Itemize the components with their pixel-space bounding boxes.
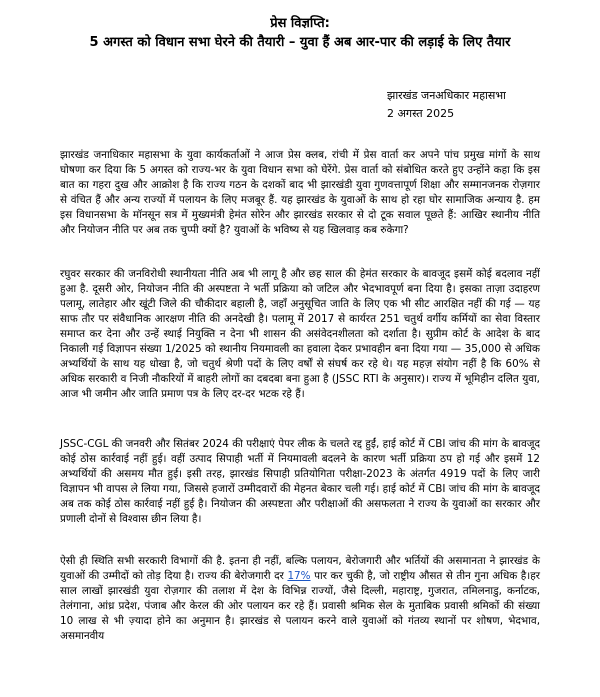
- paragraph-text: पार कर चुकी है, जो राष्ट्रीय औसत से तीन गुना अधिक है।हर साल लाखों झारखंडी युवा रोज़गार की तलाश में देश के विभिन्न राज्यों, जैसे दिल्ली, महाराष्ट्र, गुजरात, तमिलनाडु, कर्नाटक, तेलंगाना, आंध्र प्रदेश, पंजाब और केरल की ओर पलायन कर रहे हैं। प्रवासी श्रमिक सेल के मुताबिक प्रवासी श्रमिकों की संख्या 10 लाख से भी ज़्यादा होने का अनुमान है। झारखंड से पलायन करने वाले युवाओं को गंतव्य स्थानों पर शोषण, भेदभाव, असमानवीय: [60, 570, 540, 642]
- paragraph-domicile-policy: रघुवर सरकार की जनविरोधी स्थानीयता नीति अब भी लागू है और छह साल की हेमंत सरकार के बावजूद इसमें कोई बदलाव नहीं हुआ है. दूसरी ओर, नियोजन नीति की अस्पष्टता ने भर्ती प्रक्रिया को जटिल और भेदभावपूर्ण बना दिया है। इसका ताज़ा उदाहरण पलामू, लातेहार और खूंटी जिले की चौकीदार बहाली है, जहाँ अनुसूचित जाति के लिए एक भी सीट आरक्षित नहीं की गई — यह साफ तौर पर संवैधानिक आरक्षण नीति की अनदेखी है। पलामू में 2017 से कार्यरत 251 चतुर्थ वर्गीय कर्मियों का सेवा विस्तार समाप्त कर देना और उन्हें स्थाई नियुक्ति न देना भी शासन की असंवेदनशीलता को दर्शाता है। सुप्रीम कोर्ट के आदेश के बाद निकाली गई विज्ञापन संख्या 1/2025 को स्थानीय नियमावली का हवाला देकर प्रभावहीन बना दिया गया — 35,000 से अधिक अभ्यर्थियों के साथ यह धोखा है, जो चतुर्थ श्रेणी पदों के लिए वर्षों से संघर्ष कर रहे थे। यह महज़ संयोग नहीं है कि 60% से अधिक सरकारी व निजी नौकरियों में बाहरी लोगों का दबदबा बना हुआ है (JSSC RTI के अनुसार)। राज्य में भूमिहीन दलित युवा, आज भी जमीन और जाति प्रमाण पत्र के लिए दर-दर भटक रहे हैं।: [60, 268, 540, 400]
- paragraph-exam-failures: JSSC-CGL की जनवरी और सितंबर 2024 की परीक्षाएं पेपर लीक के चलते रद्द हुईं, हाई कोर्ट में CBI जांच की मांग के बावजूद कोई ठोस कार्रवाई नहीं हुई। वहीं उत्पाद सिपाही भर्ती में नियमावली बदलने के कारण भर्ती प्रक्रिया ठप हो गई और इसमें 12 अभ्यर्थियों की असमय मौत हुई। इसी तरह, झारखंड सिपाही प्रतियोगिता परीक्षा-2023 के अंतर्गत 4919 पदों के लिए जारी विज्ञापन भी वापस ले लिया गया, जिससे हजारों उम्मीदवारों की मेहनत बेकार चली गई। हाई कोर्ट में CBI जांच की मांग के बावजूद अब तक कोई ठोस कार्रवाई नहीं हुई है। नियोजन की अस्पष्टता और परीक्षाओं की असफलता ने राज्य के युवाओं का सरकार और प्रणाली दोनों से विश्वास छीन लिया है।: [60, 438, 540, 525]
- paragraph-text: ऐसी ही स्थिति सभी सरकारी विभागों की है. इतना ही नहीं, बल्कि पलायन, बेरोजगारी और भर्तियों की असमानता ने झारखंड के युवाओं की उम्मीदों को तोड़ दिया है। राज्य की बेरोजगारी दर: [60, 555, 540, 582]
- paragraph-announcement: झारखंड जनाधिकार महासभा के युवा कार्यकर्ताओं ने आज प्रेस क्लब, रांची में प्रेस वार्ता कर अपने पांच प्रमुख मांगों के साथ घोषणा कर दिया कि 5 अगस्त को राज्य-भर के युवा विधान सभा को घेरेंगे. प्रेस वार्ता को संबोधित करते हुए उन्होंने कहा कि इस बात का गहरा दुख और आक्रोश है कि राज्य गठन के दशकों बाद भी झारखंडी युवा गुणवत्तापूर्ण शिक्षा और सम्मानजनक रोज़गार से वंचित हैं और अन्य राज्यों में पलायन के लिए मजबूर हैं. यह झारखंड के युवाओं के साथ हो रहा घोर सामाजिक अन्याय है. हम इस विधानसभा के मॉनसून सत्र में मुख्यमंत्री हेमंत सोरेन और झारखंड सरकार से दो टूक सवाल पूछते हैं: आखिर स्थानीय नीति और नियोजन नीति पर अब तक चुप्पी क्यों है? युवाओं के भविष्य से यह खिलवाड़ कब रुकेगा?: [60, 149, 540, 236]
- paragraph-migration: [60, 554, 540, 689]
- headline: 5 अगस्त को विधान सभा घेरने की तैयारी – युवा हैं अब आर-पार की लड़ाई के लिए तैयार: [89, 35, 511, 50]
- organization-name: झारखंड जनअधिकार महासभा: [387, 89, 506, 102]
- unemployment-rate-link[interactable]: 17%: [287, 570, 311, 582]
- release-date: 2 अगस्त 2025: [387, 107, 455, 120]
- document-label: प्रेस विज्ञप्ति:: [270, 16, 330, 31]
